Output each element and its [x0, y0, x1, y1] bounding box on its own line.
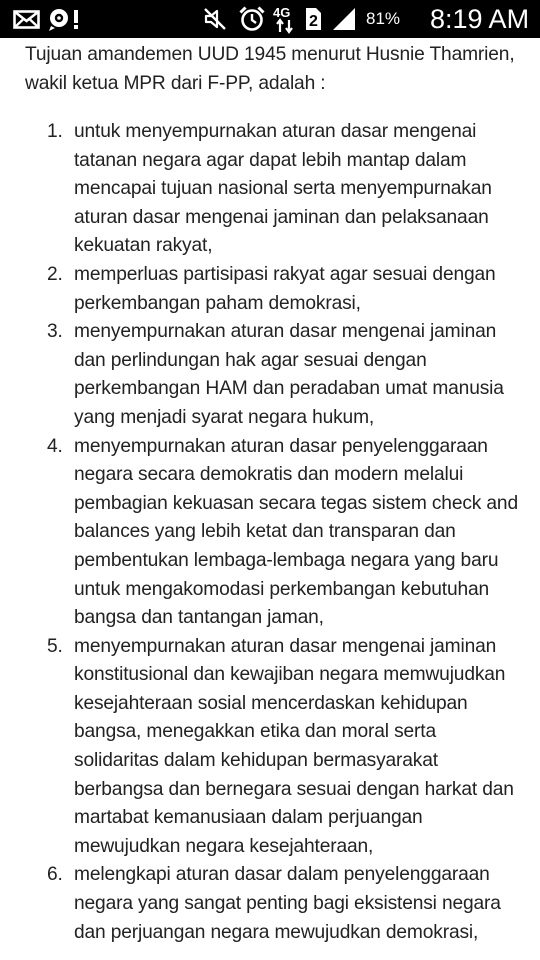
network-label: 4G: [273, 5, 291, 20]
list-item: [0, 861, 524, 947]
mail-icon: [12, 0, 40, 38]
article-content: [0, 38, 540, 960]
list-item: [0, 318, 524, 432]
list-item-text: untuk menyempurnakan aturan dasar mengenai tatanan negara agar dapat lebih mantap dalam mencapai tujuan nasional serta menyempurnakan aturan dasar mengenai jaminan dan pelaksanaan kekuatan rakyat,: [74, 121, 492, 257]
sim-label: 2: [309, 13, 318, 30]
mute-icon: [202, 0, 228, 38]
notification-alert-icon: [72, 0, 80, 38]
clock: 8:19 AM: [430, 4, 530, 34]
article-intro: Tujuan amandemen UUD 1945 menurut Husnie Thamrien, wakil ketua MPR dari F-PP, adalah :: [25, 44, 515, 94]
list-item-number: 4.: [47, 435, 63, 457]
list-item-text: menyempurnakan aturan dasar penyelenggaraan negara secara demokratis dan modern melalui pembagian kekuasan secara tegas sistem check and balances yang lebih ketat dan transparan dan pembentukan lembaga-lembaga negara yang baru untuk mengakomodasi perkembangan kebutuhan bangsa dan tantangan jaman,: [74, 435, 518, 629]
list-item: [0, 261, 524, 318]
sim-2-icon: [302, 0, 324, 38]
list-item-number: 6.: [47, 864, 63, 886]
amendment-goals-list: [0, 118, 540, 947]
list-item-number: 1.: [47, 121, 63, 142]
list-item-text: memperluas partisipasi rakyat agar sesuai dengan perkembangan paham demokrasi,: [74, 263, 496, 314]
list-item-text: menyempurnakan aturan dasar mengenai jaminan dan perlindungan hak agar sesuai dengan perkembangan HAM dan peradaban umat manusia yang menjadi syarat negara hukum,: [74, 321, 504, 428]
signal-strength-icon: [332, 0, 358, 38]
list-item-text: melengkapi aturan dasar dalam penyelenggaraan negara yang sangat penting bagi eksistensi negara dan perjuangan negara mewujudkan demokrasi,: [74, 864, 501, 943]
list-item-number: 2.: [47, 263, 63, 285]
battery-percentage: 81%: [366, 9, 401, 28]
list-item-number: 3.: [47, 321, 63, 343]
list-item: [0, 433, 524, 633]
status-bar: [0, 0, 540, 38]
list-item: [0, 118, 524, 261]
list-item-text: menyempurnakan aturan dasar mengenai jaminan konstitusional dan kewajiban negara memwujudkan kesejahteraan sosial mencerdaskan kehidupan bangsa, menegakkan etika dan moral serta solidaritas dalam kehidupan bermasyarakat berbangsa dan bernegara sesuai dengan harkat dan martabat kemanusiaan dalam perjuangan mewujudkan negara kesejahteraan,: [74, 635, 514, 857]
list-item: [0, 633, 524, 862]
alarm-clock-icon: [238, 0, 266, 38]
list-item-number: 5.: [47, 635, 63, 657]
voicemail-icon: [48, 0, 72, 38]
4g-data-icon: [272, 0, 298, 38]
